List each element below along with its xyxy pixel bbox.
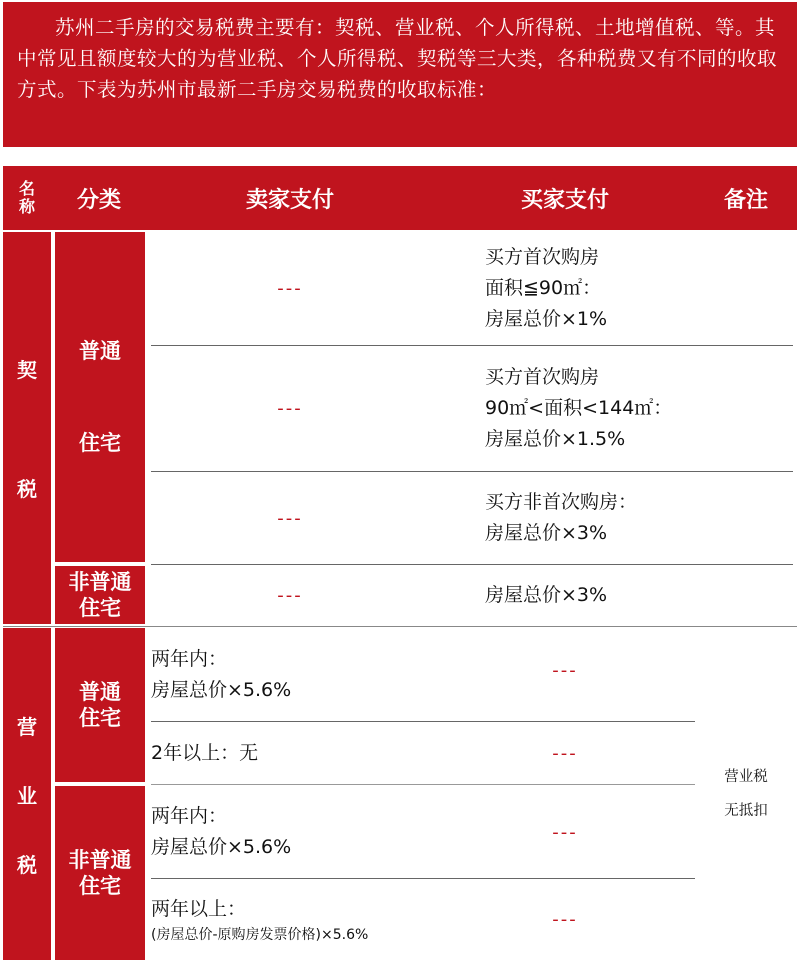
business-non-ordinary-housing — [55, 786, 145, 960]
business-tax-char-3: 税 — [17, 852, 37, 877]
header-buyer: 买家支付 — [520, 187, 609, 213]
business-ordinary-line-1: 普通 — [79, 680, 121, 704]
buyer-text-line: 房屋总价×3% — [485, 522, 608, 544]
business-tax-char-2: 业 — [17, 783, 37, 808]
section-divider — [3, 626, 797, 627]
seller-text-line: 房屋总价×5.6% — [151, 678, 292, 701]
seller-text-line: 房屋总价×5.6% — [151, 836, 292, 858]
business-tax-note — [695, 628, 797, 960]
deed-row-3-buyer — [485, 472, 715, 564]
header-category: 分类 — [76, 187, 121, 213]
deed-ordinary-line-2: 住宅 — [79, 431, 121, 455]
deed-row-3-seller — [145, 472, 435, 564]
dash-placeholder: --- — [277, 398, 303, 419]
deed-non-ordinary-line-2: 住宅 — [79, 596, 121, 620]
dash-placeholder: --- — [552, 742, 578, 764]
header-name — [3, 166, 51, 230]
buyer-text-line: 房屋总价×3% — [485, 583, 608, 606]
dash-placeholder: --- — [552, 909, 578, 930]
deed-tax-char-1: 契 — [17, 358, 37, 382]
seller-text-line: 两年以上： — [151, 898, 247, 920]
deed-row-2-buyer — [485, 346, 715, 471]
buyer-text-line: 买方首次购房 — [485, 366, 600, 388]
business-ordinary-housing — [55, 628, 145, 782]
dash-placeholder: --- — [552, 660, 578, 681]
header-seller: 卖家支付 — [245, 187, 334, 213]
business-ordinary-line-2: 住宅 — [79, 706, 121, 730]
business-row-1-buyer — [435, 628, 695, 721]
buyer-text-line: 买方首次购房 — [485, 246, 600, 268]
buyer-text-line: 房屋总价×1% — [485, 308, 608, 330]
buyer-text-line: 面积≦90㎡： — [485, 277, 602, 299]
deed-row-1-seller — [145, 232, 435, 345]
seller-text-line: 两年内： — [151, 805, 228, 827]
seller-text-line: 2年以上：无 — [151, 741, 259, 764]
header-name-bottom: 称 — [18, 197, 35, 216]
deed-row-4-seller — [145, 565, 435, 625]
dash-placeholder: --- — [277, 584, 303, 606]
seller-text-line: 两年内： — [151, 647, 228, 670]
note-line: 无抵扣 — [724, 803, 768, 819]
header-note: 备注 — [723, 187, 768, 213]
business-row-2-buyer — [435, 722, 695, 784]
business-row-2-seller — [151, 722, 435, 784]
business-tax-label — [3, 628, 51, 960]
business-tax-char-1: 营 — [17, 714, 37, 739]
buyer-text-line: 房屋总价×1.5% — [485, 428, 626, 450]
row-divider — [151, 784, 695, 785]
buyer-text-line: 买方非首次购房： — [485, 491, 638, 513]
business-row-4-buyer — [435, 879, 695, 960]
deed-non-ordinary-line-1: 非普通 — [68, 570, 132, 594]
deed-ordinary-housing — [55, 232, 145, 562]
business-non-ordinary-line-1: 非普通 — [68, 848, 132, 872]
deed-row-4-buyer — [485, 565, 695, 625]
dash-placeholder: --- — [277, 507, 303, 529]
intro-paragraph: 苏州二手房的交易税费主要有：契税、营业税、个人所得税、土地增值税、等。其中常见且额度较大的为营业税、个人所得税、契税等三大类，各种税费又有不同的收取方式。下表为苏州市最新二手房交易税费的收取标准： — [3, 2, 797, 147]
deed-row-2-seller — [145, 346, 435, 471]
seller-text-line-small: (房屋总价-原购房发票价格)×5.6% — [151, 927, 369, 943]
business-row-4-seller — [151, 879, 435, 960]
buyer-text-line: 90㎡<面积<144㎡： — [485, 397, 673, 419]
deed-row-1-buyer — [485, 232, 695, 345]
tax-table — [3, 166, 797, 960]
business-non-ordinary-line-2: 住宅 — [79, 874, 121, 898]
business-row-3-seller — [151, 786, 435, 878]
business-row-3-buyer — [435, 786, 695, 878]
dash-placeholder: --- — [552, 821, 578, 843]
deed-non-ordinary-housing — [55, 566, 145, 624]
deed-tax-char-2: 税 — [17, 477, 37, 501]
deed-tax-label — [3, 232, 51, 624]
dash-placeholder: --- — [277, 278, 303, 299]
header-name-top: 名 — [18, 179, 35, 198]
deed-ordinary-line-1: 普通 — [79, 339, 121, 363]
business-row-1-seller — [151, 628, 435, 721]
note-line: 营业税 — [724, 769, 768, 785]
